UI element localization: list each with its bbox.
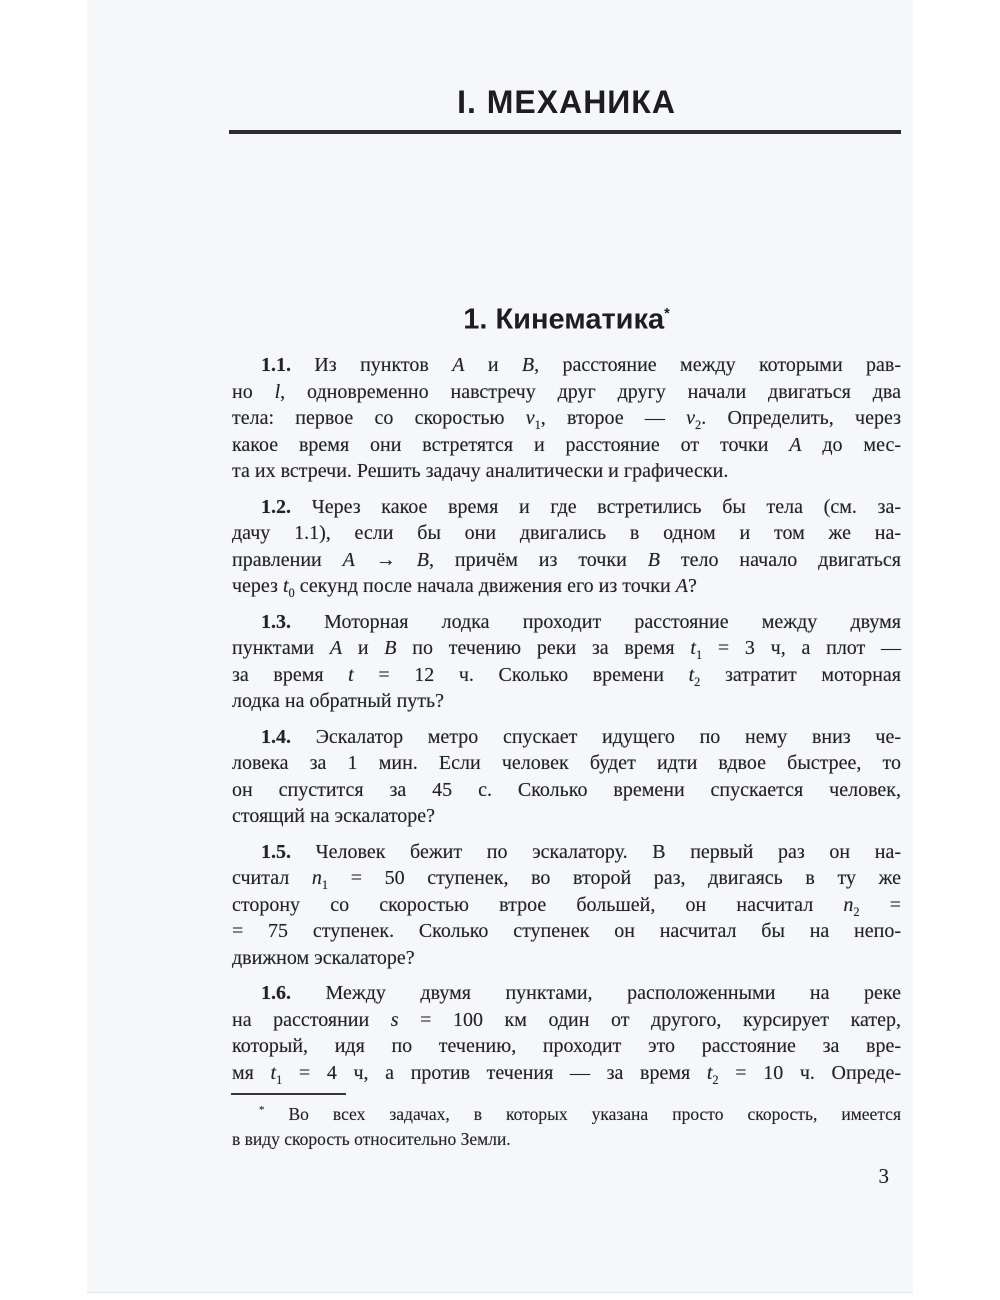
problem-1.4 — [232, 724, 901, 830]
problems-list — [232, 352, 901, 1095]
problem-line: какое время они встретятся и расстояние от точки A до мес- — [232, 433, 902, 456]
problem-line: лодка на обратный путь? — [232, 690, 445, 712]
problem-1.2 — [232, 494, 901, 600]
problem-line: через $t_0$ секунд после начала движения его из точки A? — [232, 575, 697, 600]
page-number: 3 — [878, 1164, 889, 1188]
problem-line: на расстоянии s = 100 км один от другого, курсирует катер, — [232, 1008, 901, 1031]
problem-line: сторону со скоростью втрое большей, он насчитал $n_2$ = — [232, 893, 901, 919]
problem-line: та их встречи. Решить задачу аналитически и графически. — [232, 460, 729, 482]
footnote-rule — [231, 1093, 346, 1095]
problem-line: стоящий на эскалаторе? — [232, 805, 436, 827]
problem-line: но l, одновременно навстречу друг другу начали двигаться два — [232, 380, 901, 403]
problem-line: движном эскалаторе? — [232, 946, 415, 969]
problem-line: мя $t_1 = 4$ ч, а против течения — за время $t_2 = 10$ ч. Опреде- — [232, 1061, 902, 1087]
problem-line: 1.2. Через какое время и где встретились бы тела (см. за- — [261, 495, 901, 518]
problem-1.6 — [232, 980, 901, 1086]
footnote — [232, 1102, 901, 1152]
problem-1.1 — [232, 352, 901, 485]
page-content — [232, 0, 901, 1292]
chapter-title-rule — [229, 130, 901, 134]
problem-line: 1.4. Эскалатор метро спускает идущего по нему вниз че- — [261, 725, 901, 748]
problem-line: за время t = 12 ч. Сколько времени $t_2$ затратит моторная — [232, 663, 901, 689]
problem-line: правлении A → B, причём из точки B тело начало двигаться — [232, 548, 901, 571]
problem-line: дачу 1.1), если бы они двигались в одном и том же на- — [232, 522, 901, 544]
problem-line: 1.3. Моторная лодка проходит расстояние между двумя — [261, 610, 901, 633]
footnote-line: * Во всех задачах, в которых указана просто скорость, имеется — [259, 1104, 901, 1124]
book-page — [87, 0, 913, 1293]
problem-line: тела: первое со скоростью $v_1$, второе — $v_2$. Определить, через — [232, 407, 902, 432]
problem-line: пунктами A и B по течению реки за время $t_1 = 3$ ч, а плот — — [232, 637, 902, 662]
problem-line: он спустится за 45 с. Сколько времени спускается человек, — [232, 778, 901, 801]
problem-line: 1.6. Между двумя пунктами, расположенными на реке — [261, 982, 901, 1004]
section-title-text: 1. Кинематика — [463, 303, 665, 336]
problem-1.3 — [232, 609, 901, 715]
problem-line: = 75 ступенек. Сколько ступенек он насчитал бы на непо- — [232, 920, 901, 942]
section-footnote-marker: * — [664, 306, 670, 322]
footnote-line: в виду скорость относительно Земли. — [232, 1129, 511, 1149]
problem-line: 1.1. Из пунктов A и B, расстояние между которыми рав- — [261, 354, 902, 376]
problem-1.5 — [232, 839, 901, 972]
problem-line: 1.5. Человек бежит по эскалатору. В первый раз он на- — [261, 840, 901, 863]
problem-line: который, идя по течению, проходит это расстояние за вре- — [232, 1035, 901, 1057]
section-title — [232, 297, 901, 337]
problem-line: считал $n_1 = 50$ ступенек, во второй раз, двигаясь в ту же — [232, 867, 901, 892]
chapter-title: I. МЕХАНИКА — [457, 84, 676, 120]
problem-line: ловека за 1 мин. Если человек будет идти вдвое быстрее, то — [232, 752, 901, 774]
